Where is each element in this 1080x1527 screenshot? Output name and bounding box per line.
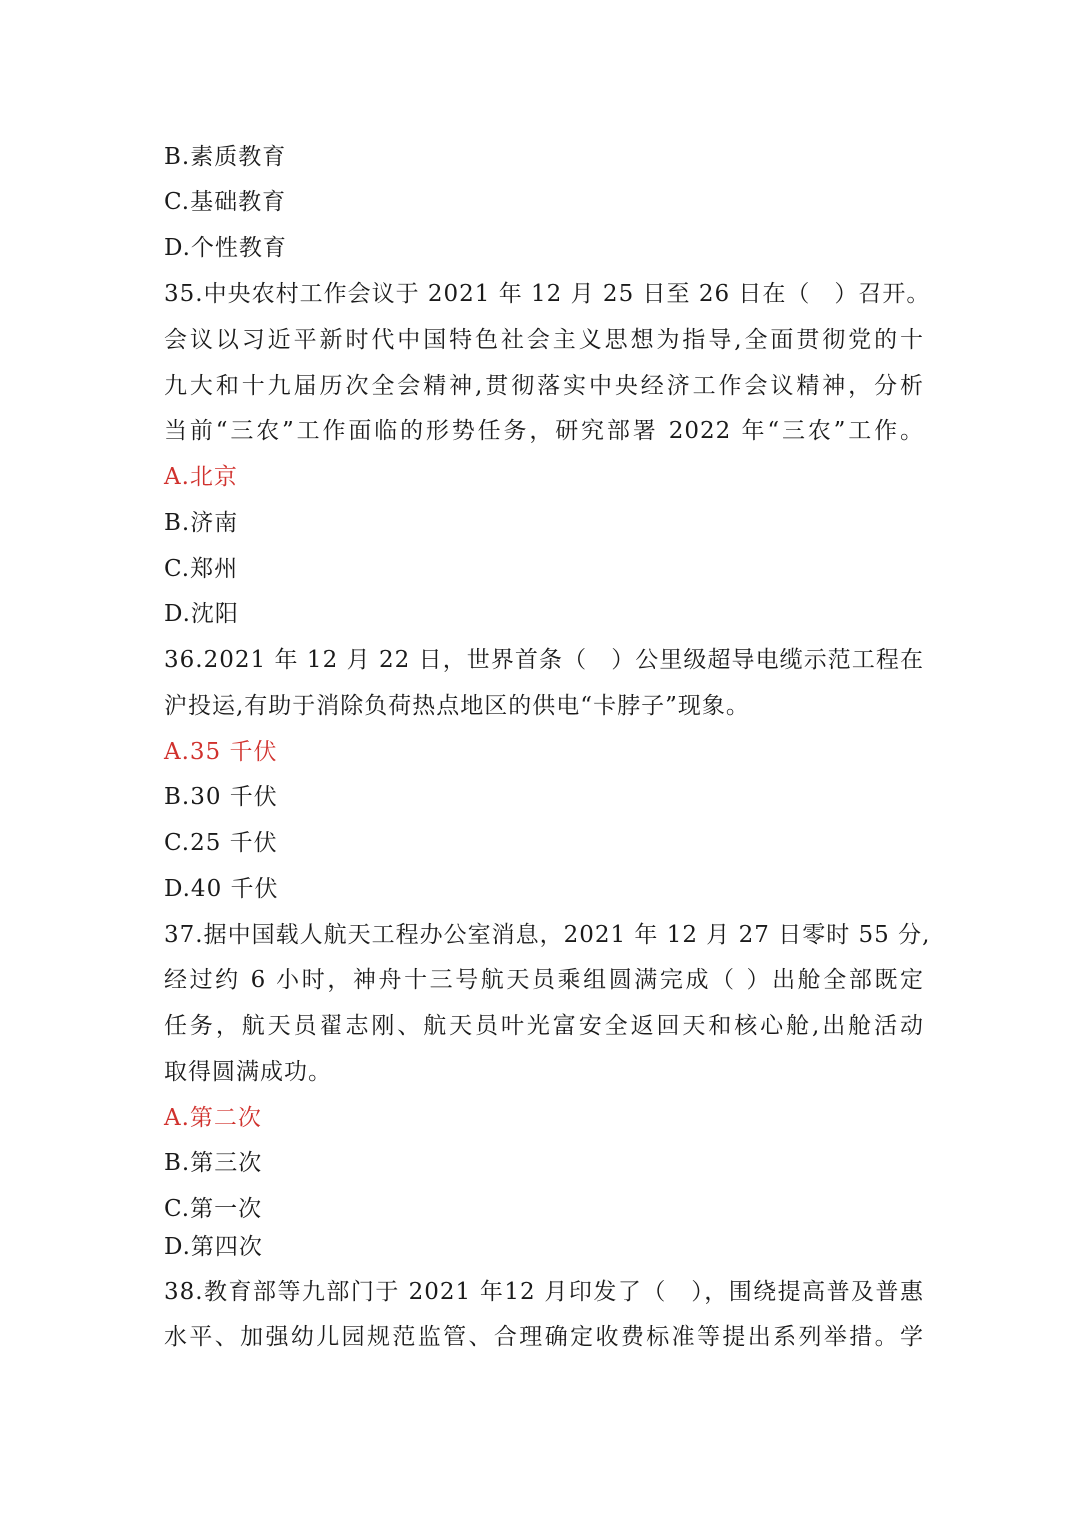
q34-option-d: D.个性教育 <box>164 235 287 261</box>
q36-option-d: D.40 千伏 <box>164 876 279 902</box>
q35-option-b: B.济南 <box>164 510 239 536</box>
q38-text-line-1: 38.教育部等九部门于 2021 年12 月印发了（ ），围绕提高普及普惠 <box>164 1279 924 1305</box>
q35-text-line-1: 35.中央农村工作会议于 2021 年 12 月 25 日至 26 日在（ ）召开。 <box>164 281 931 307</box>
q36-text-line-1: 36.2021 年 12 月 22 日，世界首条（ ）公里级超导电缆示范工程在 <box>164 647 924 673</box>
q35-text-line-3: 九大和十九届历次全会精神,贯彻落实中央经济工作会议精神，分析 <box>164 373 924 399</box>
q38-text-line-2: 水平、加强幼儿园规范监管、合理确定收费标准等提出系列举措。学 <box>164 1324 924 1350</box>
q35-option-a-answer: A.北京 <box>164 464 238 490</box>
q37-option-d: D.第四次 <box>164 1234 263 1260</box>
q34-option-c: C.基础教育 <box>164 189 287 215</box>
q36-option-c: C.25 千伏 <box>164 830 278 856</box>
q34-option-b: B.素质教育 <box>164 144 287 170</box>
q35-option-c: C.郑州 <box>164 556 239 582</box>
q36-option-a-answer: A.35 千伏 <box>164 739 278 765</box>
q37-option-b: B.第三次 <box>164 1150 263 1176</box>
q35-text-line-2: 会议以习近平新时代中国特色社会主义思想为指导,全面贯彻党的十 <box>164 327 924 353</box>
q37-option-c: C.第一次 <box>164 1196 263 1222</box>
q36-text-line-2: 沪投运,有助于消除负荷热点地区的供电“卡脖子”现象。 <box>164 693 750 719</box>
q37-text-line-4: 取得圆满成功。 <box>164 1059 332 1085</box>
q35-option-d: D.沈阳 <box>164 601 239 627</box>
q37-text-line-1: 37.据中国载人航天工程办公室消息，2021 年 12 月 27 日零时 55 分, <box>164 922 931 948</box>
q36-option-b: B.30 千伏 <box>164 784 278 810</box>
q35-text-line-4: 当前“三农”工作面临的形势任务，研究部署 2022 年“三农”工作。 <box>164 418 924 444</box>
q37-option-a-answer: A.第二次 <box>164 1105 262 1131</box>
q37-text-line-3: 任务，航天员翟志刚、航天员叶光富安全返回天和核心舱,出舱活动 <box>164 1013 924 1039</box>
q37-text-line-2: 经过约 6 小时，神舟十三号航天员乘组圆满完成（ ）出舱全部既定 <box>164 967 924 993</box>
